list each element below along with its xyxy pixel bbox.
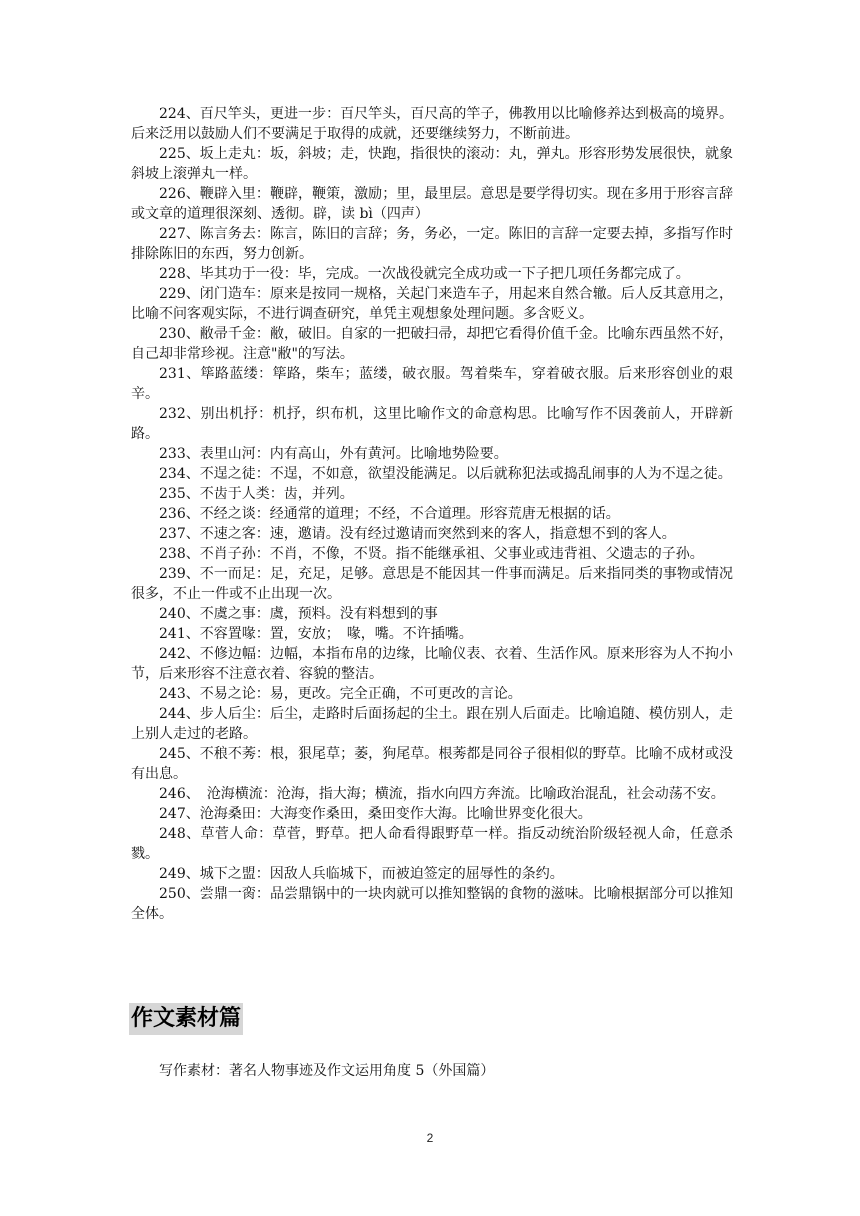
idiom-entry-235: 235、不齿于人类：齿，并列。: [159, 486, 354, 502]
idiom-entry-225: 225、坂上走丸：坂，斜坡；走，快跑，指很快的滚动：丸，弹丸。形容形势发展很快，就象斜坡上滚弹丸一样。: [131, 146, 733, 182]
idiom-entry-228: 228、毕其功于一役：毕，完成。一次战役就完全成功或一下子把几项任务都完成了。: [159, 266, 690, 282]
idiom-entry-234: 234、不逞之徒：不逞，不如意，欲望没能满足。以后就称犯法或捣乱闹事的人为不逞之徒。: [159, 466, 732, 482]
idiom-entry-246: 246、 沧海横流：沧海，指大海；横流，指水向四方奔流。比喻政治混乱，社会动荡不安。: [159, 786, 725, 802]
idiom-entry-224: 224、百尺竿头，更进一步：百尺竿头，百尺高的竿子，佛教用以比喻修养达到极高的境界。后来泛用以鼓励人们不要满足于取得的成就，还要继续努力，不断前进。: [131, 106, 733, 142]
idiom-entry-245: 245、不稂不莠：根，狠尾草；萎，狗尾草。根莠都是同谷子很相似的野草。比喻不成材或没有出息。: [131, 746, 733, 782]
idiom-entry-232: 232、别出机抒：机抒，织布机，这里比喻作文的命意构思。比喻写作不因袭前人，开辟新路。: [131, 406, 733, 442]
idiom-entry-238: 238、不肖子孙：不肖，不像，不贤。指不能继承祖、父事业或违背祖、父遗志的子孙。: [159, 546, 704, 562]
idiom-entry-243: 243、不易之论：易，更改。完全正确，不可更改的言论。: [159, 686, 522, 702]
section-subline: 写作素材：著名人物事迹及作文运用角度 5（外国篇）: [159, 1063, 495, 1079]
idiom-entry-244: 244、步人后尘：后尘，走路时后面扬起的尘土。跟在别人后面走。比喻追随、模仿别人，走上别人走过的老路。: [131, 706, 733, 742]
idiom-entry-231: 231、筚路蓝缕：筚路，柴车；蓝缕，破衣服。驾着柴车，穿着破衣服。后来形容创业的艰辛。: [131, 366, 733, 402]
idiom-entry-227: 227、陈言务去：陈言，陈旧的言辞；务，务必，一定。陈旧的言辞一定要去掉，多指写作时排除陈旧的东西，努力创新。: [131, 226, 733, 262]
idiom-entry-242: 242、不修边幅：边幅，本指布帛的边缘，比喻仪表、衣着、生活作风。原来形容为人不拘小节，后来形容不注意衣着、容貌的整洁。: [131, 646, 733, 682]
section-heading: 作文素材篇: [129, 1003, 243, 1035]
idiom-entry-241: 241、不容置喙：置，安放； 喙，嘴。不许插嘴。: [159, 626, 473, 642]
idiom-entry-250: 250、尝鼎一脔：品尝鼎锅中的一块肉就可以推知整锅的食物的滋味。比喻根据部分可以推知全体。: [131, 886, 733, 922]
idiom-entry-247: 247、沧海桑田：大海变作桑田，桑田变作大海。比喻世界变化很大。: [159, 806, 592, 822]
idiom-entry-249: 249、城下之盟：因敌人兵临城下，而被迫签定的屈辱性的条约。: [159, 866, 564, 882]
page-number: 2: [426, 1131, 434, 1145]
idiom-entry-248: 248、草菅人命：草菅，野草。把人命看得跟野草一样。指反动统治阶级轻视人命，任意杀戮。: [131, 826, 733, 862]
idiom-list: [131, 104, 733, 924]
idiom-entry-236: 236、不经之谈：经通常的道理；不经，不合道理。形容荒唐无根据的话。: [159, 506, 620, 522]
idiom-entry-226: 226、鞭辟入里：鞭辟，鞭策，激励；里，最里层。意思是要学得切实。现在多用于形容言辞或文章的道理很深刻、透彻。辟，读 bì（四声）: [131, 186, 733, 222]
idiom-entry-237: 237、不速之客：速，邀请。没有经过邀请而突然到来的客人，指意想不到的客人。: [159, 526, 676, 542]
idiom-entry-229: 229、闭门造车：原来是按同一规格，关起门来造车子，用起来自然合辙。后人反其意用之，比喻不问客观实际，不进行调查研究，单凭主观想象处理问题。多含贬义。: [131, 286, 733, 322]
idiom-entry-239: 239、不一而足：足，充足，足够。意思是不能因其一件事而满足。后来指同类的事物或情况很多，不止一件或不止出现一次。: [131, 566, 733, 602]
idiom-entry-240: 240、不虞之事：虞，预料。没有料想到的事: [159, 606, 438, 622]
idiom-entry-233: 233、表里山河：内有高山，外有黄河。比喻地势险要。: [159, 446, 508, 462]
idiom-entry-230: 230、敝帚千金：敝，破旧。自家的一把破扫帚，却把它看得价值千金。比喻东西虽然不好，自己却非常珍视。注意"敝"的写法。: [131, 326, 733, 362]
